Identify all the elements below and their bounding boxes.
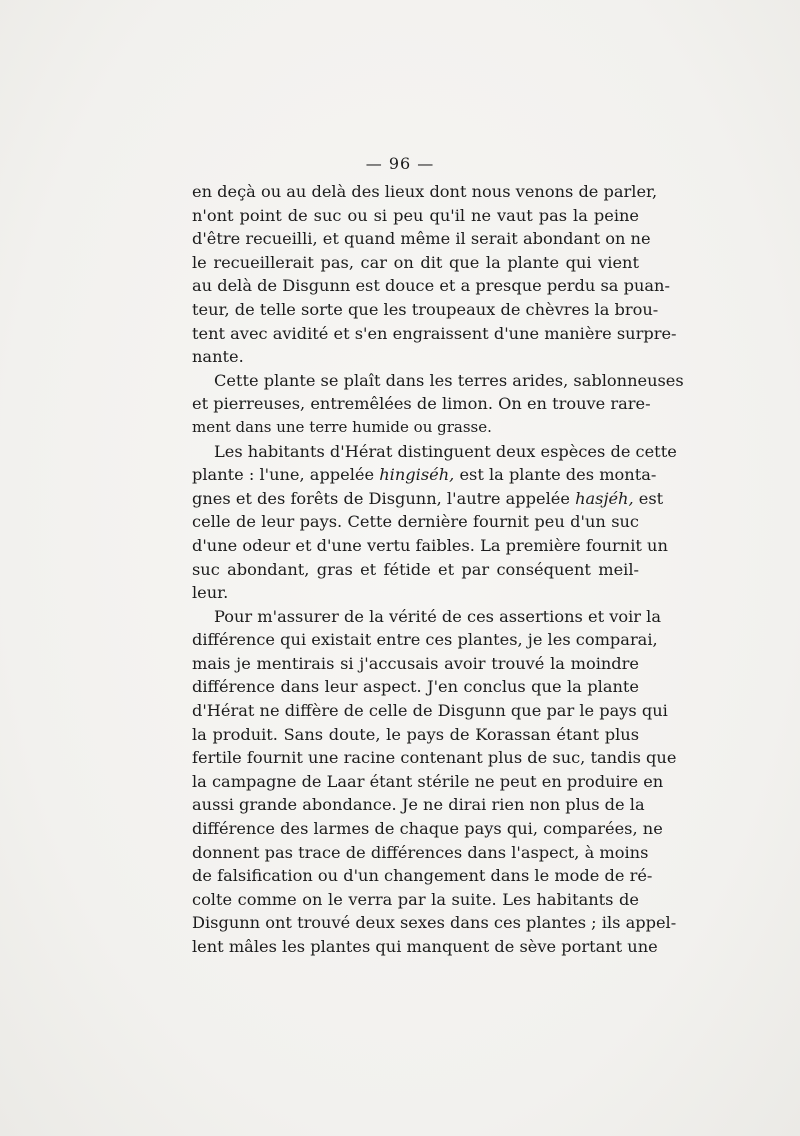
text-line: nante. xyxy=(192,347,244,367)
text-line: d'une odeur et d'une vertu faibles. La première fournit un xyxy=(192,535,668,555)
text-line xyxy=(192,463,657,487)
text-line: de falsification ou d'un changement dans le mode de ré- xyxy=(192,866,653,886)
paragraph-start-line: Pour m'assurer de la vérité de ces assertions et voir la xyxy=(214,606,661,626)
text-line: teur, de telle sorte que les troupeaux de chèvres la brou- xyxy=(192,299,659,319)
paragraph-start-line: Les habitants d'Hérat distinguent deux espèces de cette xyxy=(214,441,677,461)
text-line: fertile fournit une racine contenant plus de suc, tandis que xyxy=(192,748,677,768)
text-segment: est la plante des monta- xyxy=(459,465,657,485)
text-line: la produit. Sans doute, le pays de Korassan étant plus xyxy=(192,724,639,744)
text-line: d'être recueilli, et quand même il serait abondant on ne xyxy=(192,229,651,249)
italic-term-hasjeh: hasjéh, xyxy=(575,488,634,508)
text-segment: plante : l'une, appelée xyxy=(192,465,375,485)
text-segment: est xyxy=(638,488,664,508)
text-line: lent mâles les plantes qui manquent de sève portant une xyxy=(192,937,658,956)
body-text xyxy=(192,180,684,959)
paragraph-start-line: Cette plante se plaît dans les terres arides, sablonneuses xyxy=(214,370,684,390)
text-line: différence des larmes de chaque pays qui, comparées, ne xyxy=(192,819,663,839)
text-line: la campagne de Laar étant stérile ne peut en produire en xyxy=(192,771,664,791)
text-line: différence qui existait entre ces plantes, je les comparai, xyxy=(192,630,658,650)
text-line: d'Hérat ne diffère de celle de Disgunn que par le pays qui xyxy=(192,701,668,721)
text-line: suc abondant, gras et fétide et par conséquent meil- xyxy=(192,559,639,579)
text-line: donnent pas trace de différences dans l'aspect, à moins xyxy=(192,842,649,862)
text-line: ment dans une terre humide ou grasse. xyxy=(192,417,492,436)
text-line: tent avec avidité et s'en engraissent d'une manière surpre- xyxy=(192,323,677,343)
text-line: mais je mentirais si j'accusais avoir trouvé la moindre xyxy=(192,653,639,673)
text-line: en deçà ou au delà des lieux dont nous venons de parler, xyxy=(192,182,658,201)
text-line: Disgunn ont trouvé deux sexes dans ces plantes ; ils appel- xyxy=(192,913,677,933)
text-line: au delà de Disgunn est douce et a presque perdu sa puan- xyxy=(192,276,670,296)
italic-term-hingiseh: hingiséh, xyxy=(379,465,455,485)
text-segment: gnes et des forêts de Disgunn, l'autre appelée xyxy=(192,488,570,508)
text-line: celle de leur pays. Cette dernière fournit peu d'un suc xyxy=(192,512,639,532)
text-line xyxy=(192,487,664,511)
text-line: et pierreuses, entremêlées de limon. On en trouve rare- xyxy=(192,394,651,414)
page-number: — 96 — xyxy=(365,154,435,173)
text-line: n'ont point de suc ou si peu qu'il ne vaut pas la peine xyxy=(192,205,639,225)
text-line: différence dans leur aspect. J'en conclus que la plante xyxy=(192,677,639,697)
text-line: le recueillerait pas, car on dit que la plante qui vient xyxy=(192,252,639,272)
text-line: aussi grande abondance. Je ne dirai rien non plus de la xyxy=(192,795,645,815)
text-line: colte comme on le verra par la suite. Les habitants de xyxy=(192,889,639,909)
text-line: leur. xyxy=(192,583,229,603)
